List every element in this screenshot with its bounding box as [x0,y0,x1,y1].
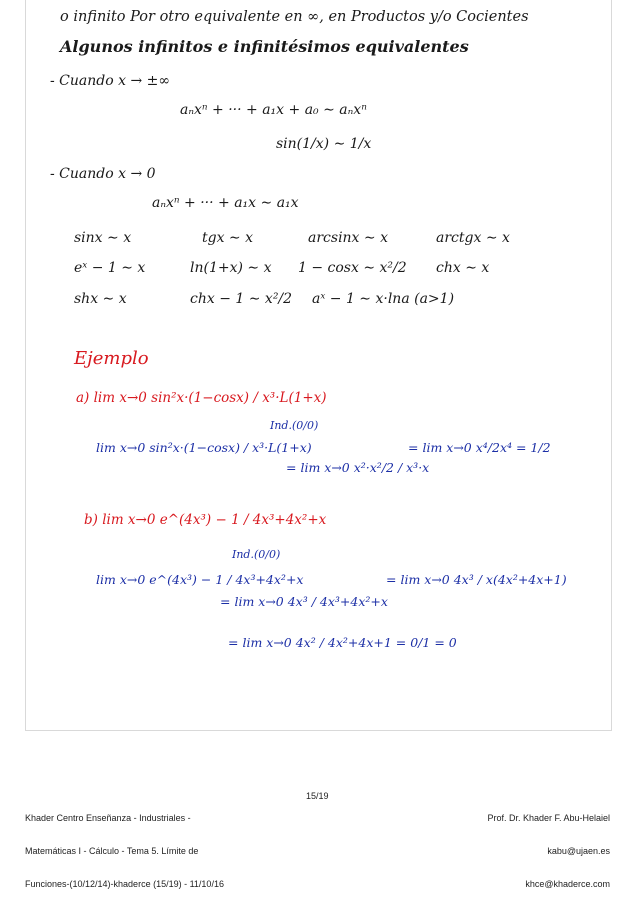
example-a-indeterminate: Ind.(0/0) [270,419,319,432]
example-a-step-2: = lim x→0 x²·x²/2 / x³·x [286,460,430,475]
equivalence-cos: 1 − cosx ∼ x²/2 [298,260,407,276]
example-heading: Ejemplo [74,348,149,369]
example-a-step-3: = lim x→0 x⁴/2x⁴ = 1/2 [408,440,551,455]
case-zero-label: - Cuando x → 0 [50,166,156,182]
example-b-step-4: = lim x→0 4x² / 4x²+4x+1 = 0/1 = 0 [228,635,457,650]
equivalence-ln: ln(1+x) ∼ x [190,260,272,276]
example-a-statement: a) lim x→0 sin²x·(1−cosx) / x³·L(1+x) [76,390,327,406]
footer-left [25,791,224,901]
example-b-statement: b) lim x→0 e^(4x³) − 1 / 4x³+4x²+x [84,512,327,528]
example-a-step-1: lim x→0 sin²x·(1−cosx) / x³·L(1+x) [96,440,312,455]
sine-reciprocal: sin(1/x) ∼ 1/x [276,136,372,152]
example-b-step-2: = lim x→0 4x³ / 4x³+4x²+x [220,594,388,609]
example-b-step-1: lim x→0 e^(4x³) − 1 / 4x³+4x²+x [96,572,304,587]
equivalence-sh: shx ∼ x [74,291,127,307]
footer-course-line-3: Funciones-(10/12/14)-khaderce (15/19) - 11/10/16 [25,879,224,889]
equivalence-arctg: arctgx ∼ x [436,230,510,246]
footer-email-1: kabu@ujaen.es [547,846,610,856]
footer-author: Prof. Dr. Khader F. Abu-Helaiel [487,813,610,823]
equivalence-power: aˣ − 1 ∼ x·lna (a>1) [312,291,455,307]
section-heading: Algunos infinitos e infinitésimos equivalentes [60,37,469,56]
equivalence-exp: eˣ − 1 ∼ x [74,260,146,276]
equivalence-ch-minus-one: chx − 1 ∼ x²/2 [190,291,293,307]
equivalence-tg: tgx ∼ x [202,230,254,246]
footer-course-line-1: Khader Centro Enseñanza - Industriales - [25,813,191,823]
example-b-step-3: = lim x→0 4x³ / x(4x²+4x+1) [386,572,567,587]
footer-course-line-2: Matemáticas I - Cálculo - Tema 5. Límite de [25,846,199,856]
polynomial-infinity: aₙxⁿ + ··· + a₁x + a₀ ∼ aₙxⁿ [180,102,367,118]
intro-line: o infinito Por otro equivalente en ∞, en Productos y/o Cocientes [60,9,529,25]
footer-right [487,791,610,901]
case-infinity-label: - Cuando x → ±∞ [50,73,171,89]
footer-page-number: 15/19 [306,791,329,801]
polynomial-zero: aₙxⁿ + ··· + a₁x ∼ a₁x [152,195,299,211]
equivalence-arcsin: arcsinx ∼ x [308,230,388,246]
example-b-indeterminate: Ind.(0/0) [232,548,281,561]
equivalence-ch: chx ∼ x [436,260,490,276]
equivalence-sin: sinx ∼ x [74,230,132,246]
footer-email-2: khce@khaderce.com [525,879,610,889]
